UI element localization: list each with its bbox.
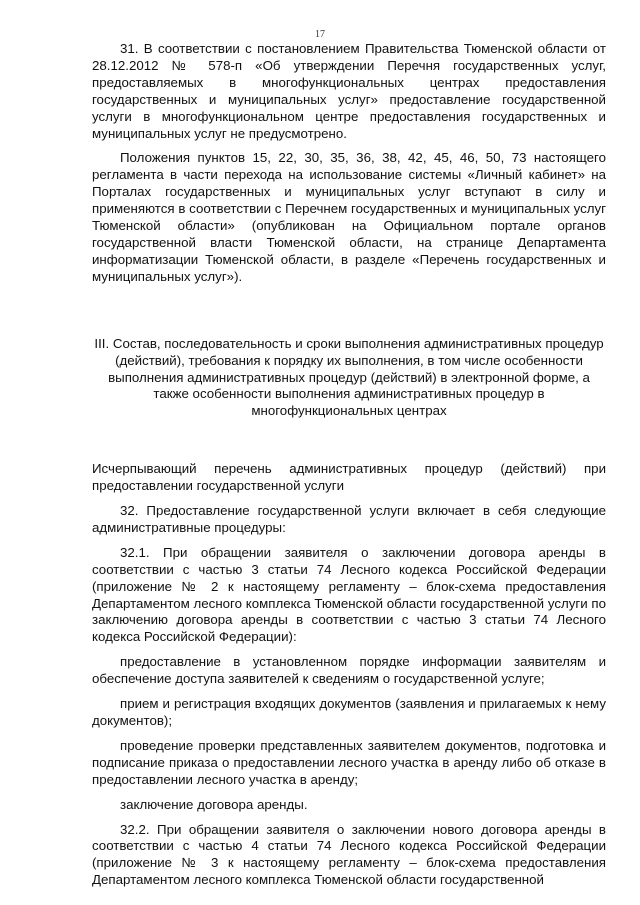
list-item-information: предоставление в установленном порядке информации заявителям и обеспечение доступа заявителей к сведениям о государственной услуге; (92, 654, 606, 687)
paragraph-32-1: 32.1. При обращении заявителя о заключении договора аренды в соответствии с частью 3 статьи 74 Лесного кодекса Российской Федерации (приложение № 2 к настоящему регламенту – блок-схема предоставления Департаментом лесного комплекса Тюменской области государственной услуги по заключению договора аренды в соответствии с частью 3 статьи 74 Лесного кодекса Российской Федерации): (92, 544, 606, 645)
section-heading: III. Состав, последовательность и сроки выполнения административных процедур (действий), требования к порядку их выполнения, в том числе особенности выполнения административных процедур (действий) в электронной форме, а также особенности выполнения административных процедур в многофункциональных центрах (94, 335, 604, 419)
subsection-heading: Исчерпывающий перечень административных процедур (действий) при предоставлении государственной услуги (92, 461, 606, 494)
list-item-registration: прием и регистрация входящих документов (заявления и прилагаемых к нему документов); (92, 696, 606, 728)
paragraph-32-2: 32.2. При обращении заявителя о заключении нового договора аренды в соответствии с частью 4 статьи 74 Лесного кодекса Российской Федерации (приложение № 3 к настоящему регламенту – блок-схема предоставления Департаментом лесного комплекса Тюменской области государственной (92, 821, 606, 888)
page-number: 17 (315, 29, 325, 40)
list-item-verification: проведение проверки представленных заявителем документов, подготовка и подписание приказа о предоставлении лесного участка в аренду либо об отказе в предоставлении лесного участка в аренду; (92, 737, 606, 787)
list-item-contract: заключение договора аренды. (120, 796, 308, 812)
document-body (92, 41, 606, 889)
paragraph-provisions: Положения пунктов 15, 22, 30, 35, 36, 38, 42, 45, 46, 50, 73 настоящего регламента в части перехода на использование системы «Личный кабинет» на Порталах государственных и муниципальных услуг вступают в силу и применяются в соответствии с Перечнем государственных и муниципальных услуг Тюменской области» (опубликован на Официальном портале органов государственной власти Тюменской области, на странице Департамента информатизации Тюменской области, в разделе «Перечень государственных и муниципальных услуг»). (92, 150, 606, 284)
paragraph-31: 31. В соответствии с постановлением Правительства Тюменской области от 28.12.2012 № 578-п «Об утверждении Перечня государственных услуг, предоставляемых в многофункциональных центрах предоставления государственных и муниципальных услуг» предоставление государственной услуги в многофункциональном центре предоставления государственных и муниципальных услуг не предусмотрено. (92, 41, 606, 141)
paragraph-32: 32. Предоставление государственной услуги включает в себя следующие административные процедуры: (92, 503, 606, 535)
